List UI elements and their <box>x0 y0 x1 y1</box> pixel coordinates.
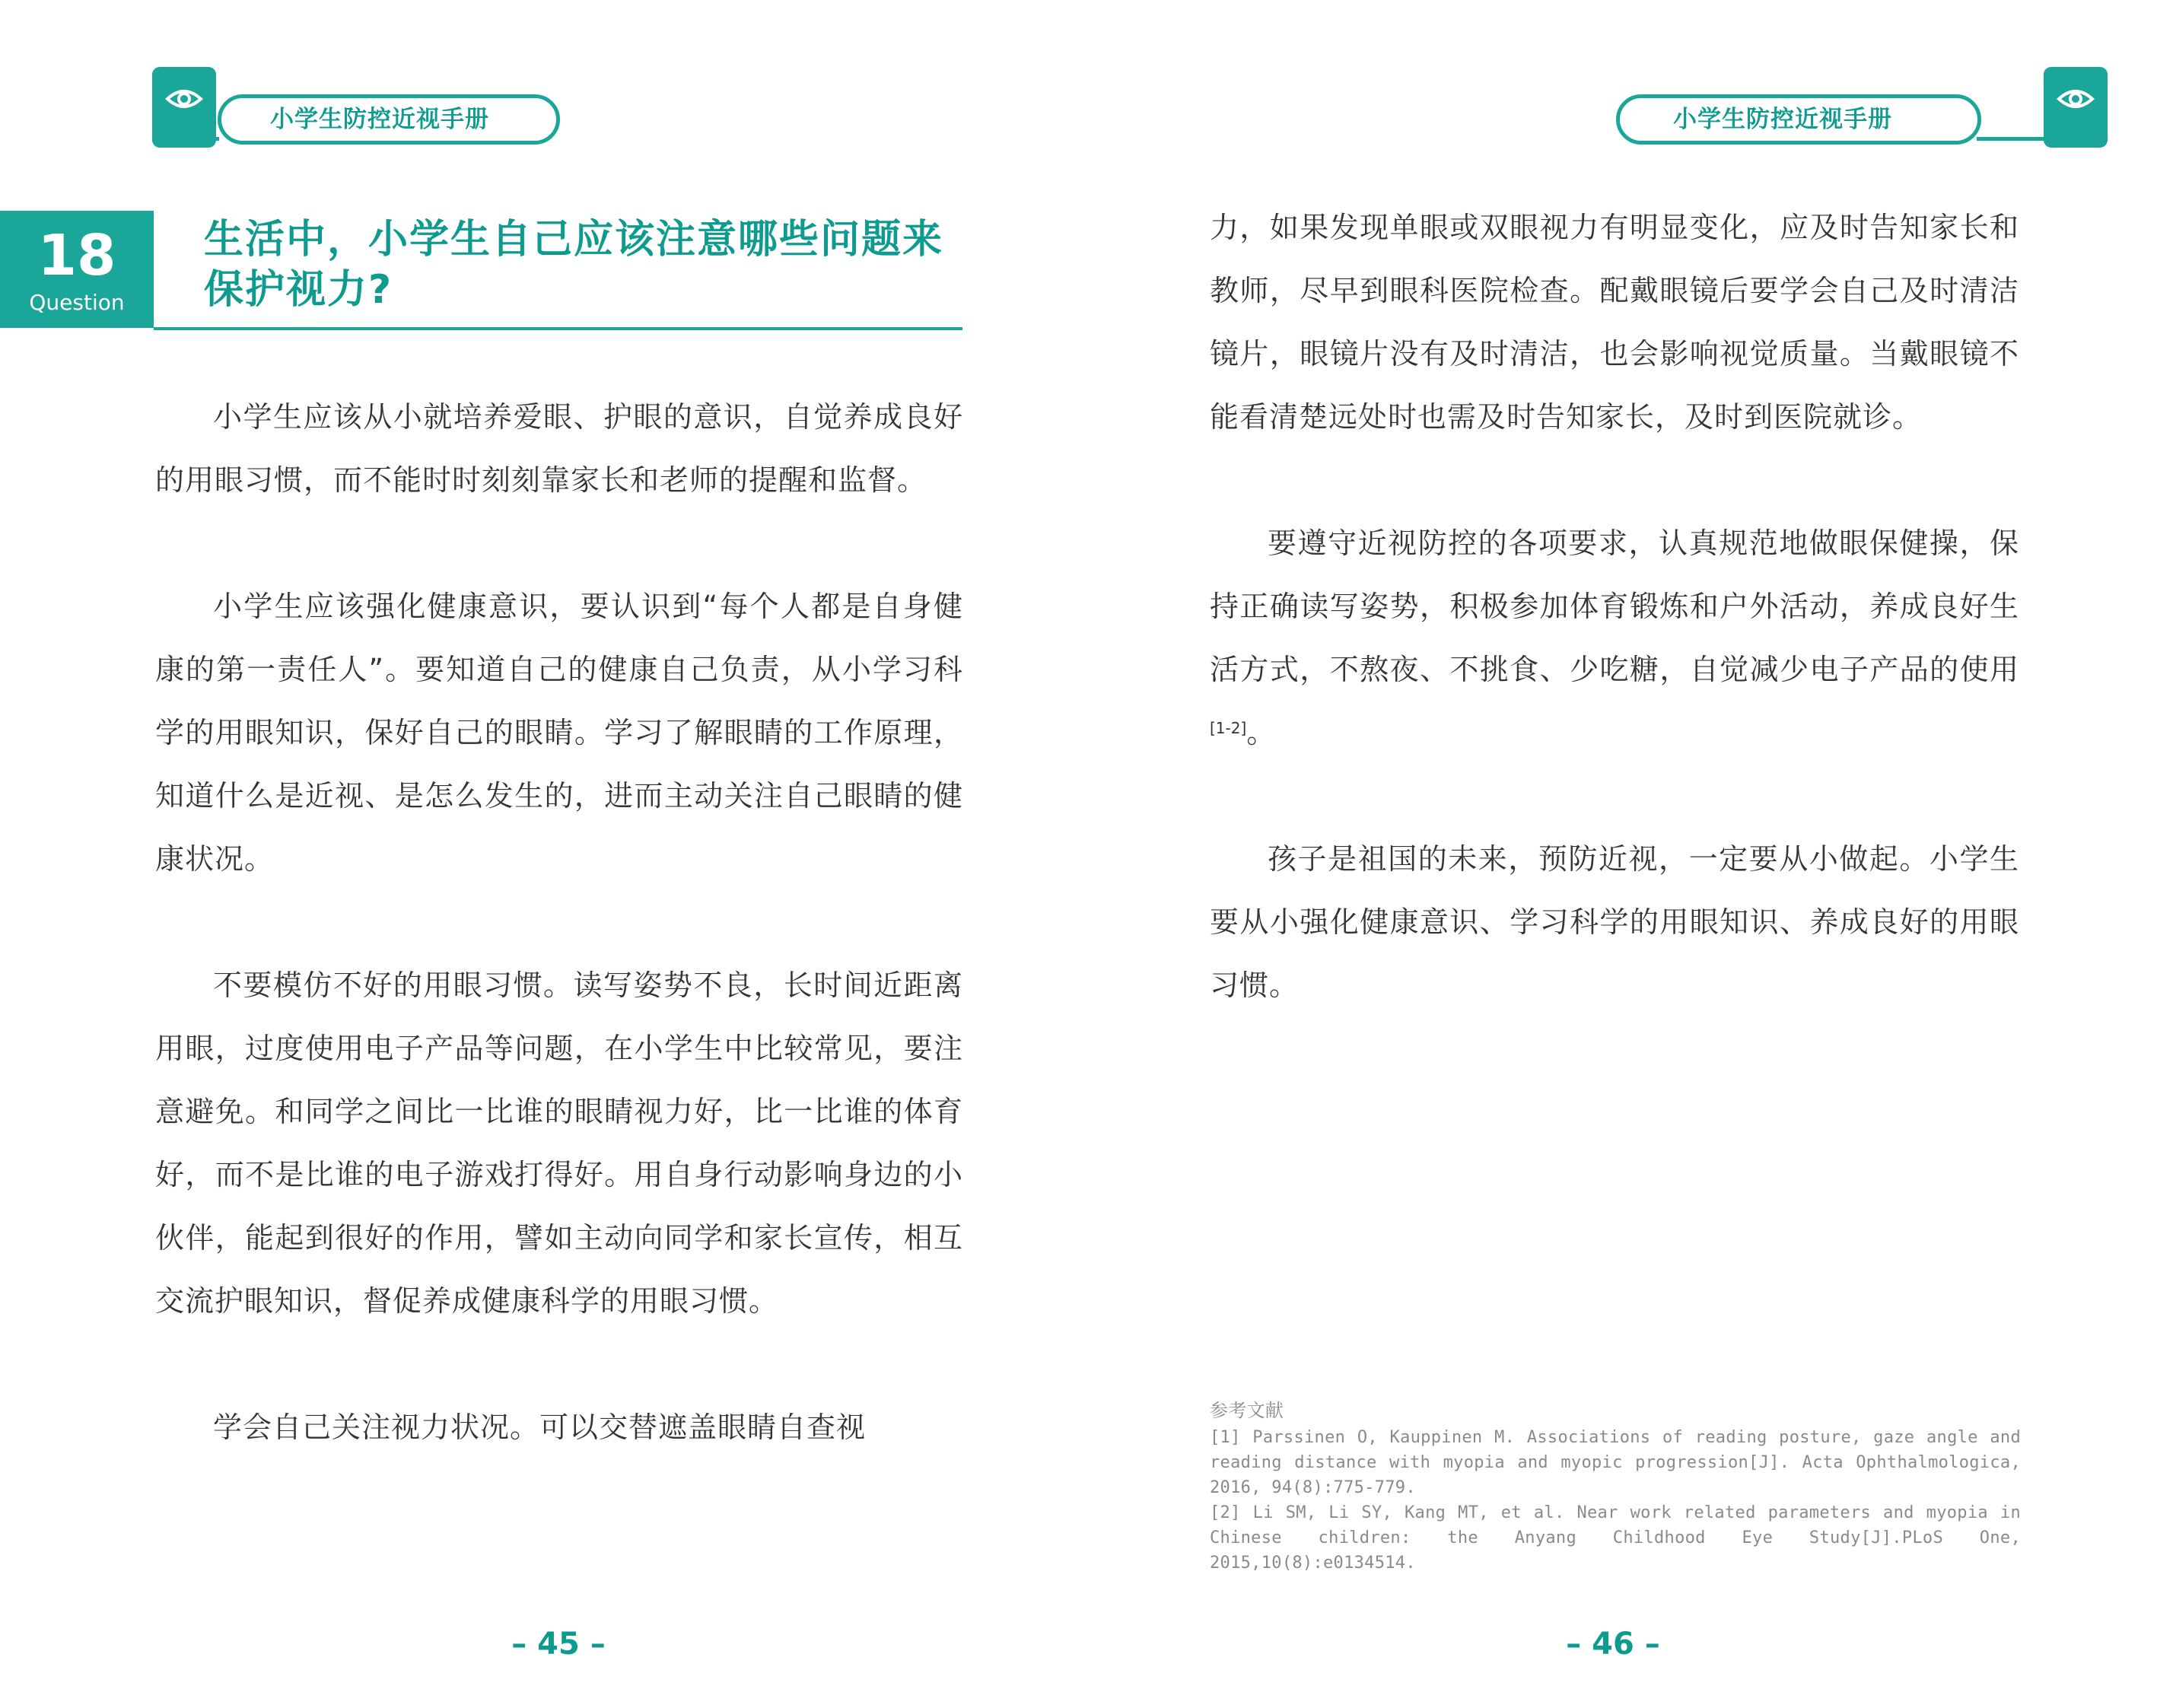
question-label: Question <box>29 290 125 315</box>
question-number: 18 <box>37 223 116 288</box>
right-body <box>1210 196 2019 1017</box>
paragraph: 孩子是祖国的未来，预防近视，一定要从小做起。小学生要从小强化健康意识、学习科学的用眼知识、养成良好的用眼习惯。 <box>1210 842 2019 1002</box>
paragraph: 小学生应该强化健康意识，要认识到“每个人都是自身健康的第一责任人”。要知道自己的健康自己负责，从小学习科学的用眼知识，保好自己的眼睛。学习了解眼睛的工作原理，知道什么是近视、是怎么发生的，进而主动关注自己眼睛的健康状况。 <box>155 590 963 876</box>
header-eye-block-right <box>2044 67 2108 148</box>
eye-icon <box>2057 85 2095 113</box>
paragraph: 小学生应该从小就培养爱眼、护眼的意识，自觉养成良好的用眼习惯，而不能时时刻刻靠家长和老师的提醒和监督。 <box>155 400 963 497</box>
question-badge <box>0 211 154 328</box>
paragraph-text: 要遵守近视防控的各项要求，认真规范地做眼保健操，保持正确读写姿势，积极参加体育锻炼和户外活动，养成良好生活方式，不熬夜、不挑食、少吃糖，自觉减少电子产品的使用 <box>1210 526 2019 686</box>
header-tab-right <box>1616 94 1981 145</box>
paragraph: 不要模仿不好的用眼习惯。读写姿势不良，长时间近距离用眼，过度使用电子产品等问题，在小学生中比较常见，要注意避免。和同学之间比一比谁的眼睛视力好，比一比谁的体育好，而不是比谁的电子游戏打得好。用自身行动影响身边的小伙伴，能起到很好的作用，譬如主动向同学和家长宣传，相互交流护眼知识，督促养成健康科学的用眼习惯。 <box>155 969 963 1318</box>
references <box>1210 1398 2021 1576</box>
header-dash <box>1901 94 1947 98</box>
left-body <box>155 386 963 1459</box>
reference-item: [2] Li SM, Li SY, Kang MT, et al. Near work related parameters and myopia in Chinese children: the Anyang Childhood Eye Study[J].PLoS One, 2015,10(8):e0134514. <box>1210 1503 2021 1573</box>
eye-icon <box>165 85 203 113</box>
paragraph-end: 。 <box>1246 716 1277 749</box>
header-book-title: 小学生防控近视手册 <box>1673 106 1892 133</box>
paragraph-continued: 力，如果发现单眼或双眼视力有明显变化，应及时告知家长和教师，尽早到眼科医院检查。配戴眼镜后要学会自己及时清洁镜片，眼镜片没有及时清洁，也会影响视觉质量。当戴眼镜不能看清楚远处时也需及时告知家长，及时到医院就诊。 <box>1210 211 2019 434</box>
paragraph: 学会自己关注视力状况。可以交替遮盖眼睛自查视 <box>213 1411 867 1444</box>
question-title: 生活中，小学生自己应该注意哪些问题来保护视力? <box>204 217 944 313</box>
book-stripe <box>1977 137 2044 141</box>
page-number-left: – 45 – <box>511 1627 606 1662</box>
header-tab-left <box>218 94 560 145</box>
page-number-right: – 46 – <box>1566 1627 1660 1662</box>
title-underline <box>154 327 962 330</box>
citation: [1-2] <box>1210 719 1247 737</box>
reference-item: [1] Parssinen O, Kauppinen M. Associations of reading posture, gaze angle and reading distance with myopia and myopic progression[J]. Acta Ophthalmologica, 2016, 94(8):775-779. <box>1210 1428 2021 1497</box>
header-eye-block-left <box>152 67 216 148</box>
header-book-title: 小学生防控近视手册 <box>270 106 489 133</box>
paragraph <box>1210 512 2019 765</box>
left-page <box>0 0 1078 1708</box>
book-stripe <box>152 137 219 141</box>
references-heading: 参考文献 <box>1210 1400 1284 1421</box>
